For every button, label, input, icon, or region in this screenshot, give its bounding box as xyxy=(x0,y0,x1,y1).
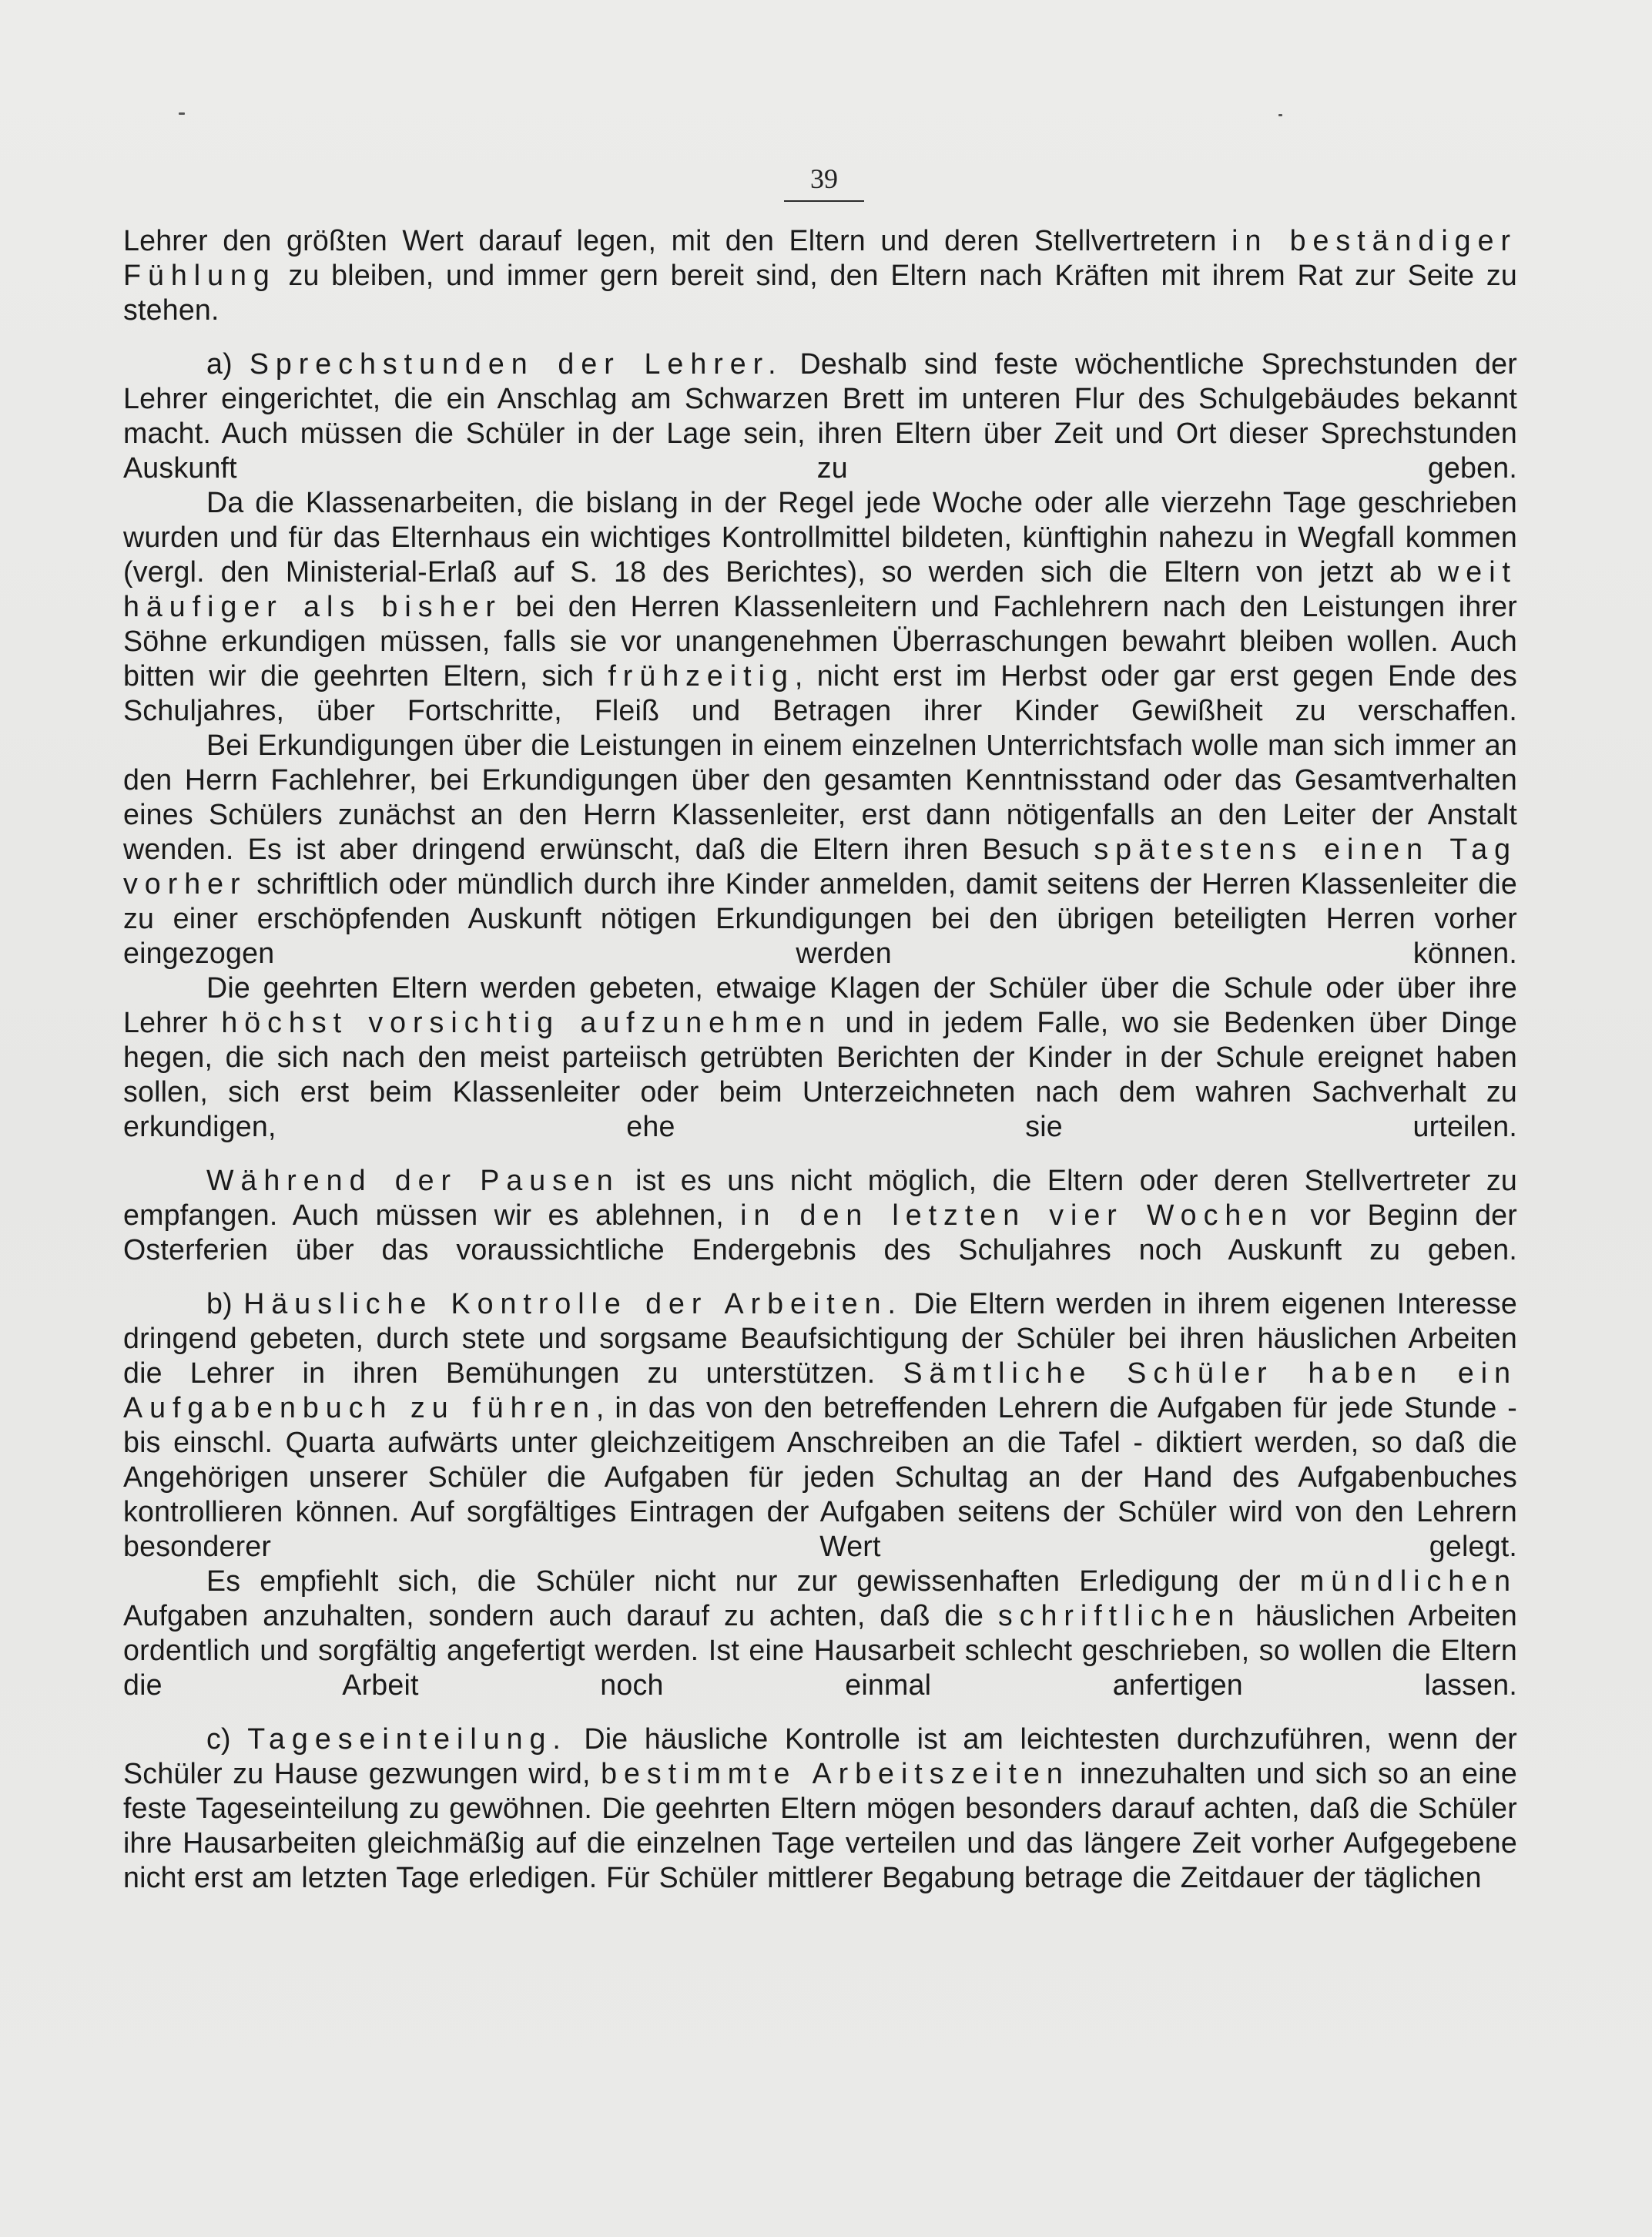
paragraph xyxy=(123,728,1517,971)
text-segment: schriftlich oder mündlich durch ihre Kinder anmelden, damit seitens der Herren Klassenleiter die zu einer erschöpfenden Auskunft nötigen Erkundigungen bei den übrigen beteiligten Herren vorher eingezogen werden können. xyxy=(123,867,1517,969)
spaced-emphasis-text: Sprechstunden der Lehrer. xyxy=(249,347,783,380)
text-segment: Lehrer den größten Wert darauf legen, mit den Eltern und deren Stellvertretern xyxy=(123,224,1232,257)
spaced-emphasis-text: in beständiger Fühlung xyxy=(123,224,1517,291)
paragraph xyxy=(123,1286,1517,1564)
text-segment: innezuhalten und sich so an eine feste Tageseinteilung zu gewöhnen. Die geehrten Eltern mögen besonders darauf achten, daß die Schüler ihre Hausarbeiten gleichmäßig auf die einzelnen Tage verteilen und das längere Zeit vorher Aufgegebene nicht erst am letzten Tage erledigen. Für Schüler mittlerer Begabung betrage die Zeitdauer der täglichen xyxy=(123,1757,1517,1893)
text-segment: , in das von den betreffenden Lehrern die Aufgaben für jede Stunde - bis einschl. Quarta aufwärts unter gleichzeitigem Anschreiben an die Tafel - diktiert werden, so daß die Angehörigen unserer Schüler die Aufgaben für jeden Schultag an der Hand des Aufgabenbuches kontrollieren können. Auf sorgfältiges Eintragen der Aufgaben seitens der Schüler wird von den Lehrern besonderer Wert gelegt. xyxy=(123,1391,1517,1562)
page-number: 39 xyxy=(810,163,838,194)
text-segment: zu bleiben, und immer gern bereit sind, den Eltern nach Kräften mit ihrem Rat zur Seite zu stehen. xyxy=(123,259,1517,326)
page-number-rule xyxy=(784,200,864,202)
paragraph xyxy=(123,485,1517,728)
spaced-emphasis-text: Während der Pausen xyxy=(206,1164,620,1196)
spaced-emphasis-text: Sämtliche Schüler haben ein Aufgabenbuch zu führen xyxy=(123,1357,1517,1424)
scan-speck xyxy=(1278,114,1282,116)
spaced-emphasis-text: spätestens einen Tag vorher xyxy=(123,833,1517,900)
spaced-emphasis-text: Tageseinteilung. xyxy=(247,1722,568,1755)
body-text xyxy=(123,223,1517,1895)
text-segment: und in jedem Falle, wo sie Bedenken über Dinge hegen, die sich nach den meist parteiisch getrübten Berichten der Kinder in der Schule ereignet haben sollen, sich erst beim Klassenleiter oder beim Unterzeichneten nach dem wahren Sachverhalt zu erkundigen, ehe sie urteilen. xyxy=(123,1006,1517,1142)
spaced-emphasis-text: mündlichen xyxy=(1299,1565,1517,1597)
spaced-emphasis-text: frühzeitig xyxy=(608,659,795,692)
text-segment: c) xyxy=(206,1722,248,1755)
spaced-emphasis-text: in den letzten vier Wochen xyxy=(740,1199,1295,1231)
text-segment: vor Beginn der Osterferien über das voraussichtliche Endergebnis des Schuljahres noch Auskunft zu geben. xyxy=(123,1199,1517,1266)
spaced-emphasis-text: Häusliche Kontrolle der Arbeiten. xyxy=(243,1287,903,1320)
paragraph xyxy=(123,223,1517,327)
paragraph xyxy=(123,971,1517,1144)
text-segment: Die Eltern werden in ihrem eigenen Interesse dringend gebeten, durch stete und sorgsame Beaufsichtigung der Schüler bei ihren häuslichen Arbeiten die Lehrer in ihren Bemühungen zu unterstützen. xyxy=(123,1287,1517,1389)
paragraph xyxy=(123,1564,1517,1702)
text-segment: Es empfiehlt sich, die Schüler nicht nur zur gewissenhaften Erledigung der xyxy=(206,1565,1300,1597)
text-segment: a) xyxy=(206,347,250,380)
text-segment: häuslichen Arbeiten ordentlich und sorgfältig angefertigt werden. Ist eine Hausarbeit schlecht geschrieben, so wollen die Eltern die Arbeit noch einmal anfertigen lassen. xyxy=(123,1599,1517,1701)
paragraph xyxy=(123,1722,1517,1895)
text-segment: Da die Klassenarbeiten, die bislang in der Regel jede Woche oder alle vierzehn Tage geschrieben wurden und für das Elternhaus ein wichtiges Kontrollmittel bildeten, künftighin nahezu in Wegfall kommen (vergl. den Ministerial-Erlaß auf S. 18 des Berichtes), so werden sich die Eltern von jetzt ab xyxy=(123,486,1517,588)
spaced-emphasis-text: schriftlichen xyxy=(997,1599,1242,1632)
text-segment: Aufgaben anzuhalten, sondern auch darauf zu achten, daß die xyxy=(123,1599,998,1632)
scan-speck xyxy=(179,112,185,115)
text-segment: ist es uns nicht möglich, die Eltern oder deren Stellvertreter zu empfangen. Auch müssen wir es ablehnen, xyxy=(123,1164,1517,1231)
text-segment: Bei Erkundigungen über die Leistungen in einem einzelnen Unterrichtsfach wolle man sich immer an den Herrn Fachlehrer, bei Erkundigungen über den gesamten Kenntnisstand oder das Gesamtverhalten eines Schülers zunächst an den Herrn Klassenleiter, erst dann nötigenfalls an den Leiter der Anstalt wenden. Es ist aber dringend erwünscht, daß die Eltern ihren Besuch xyxy=(123,729,1517,865)
text-segment: , nicht erst im Herbst oder gar erst gegen Ende des Schuljahres, über Fortschritte, Fleiß und Betragen ihrer Kinder Gewißheit zu verschaffen. xyxy=(123,659,1518,726)
text-segment: Die häusliche Kontrolle ist am leichtesten durchzuführen, wenn der Schüler zu Hause gezwungen wird, xyxy=(123,1722,1518,1789)
text-segment: Die geehrten Eltern werden gebeten, etwaige Klagen der Schüler über die Schule oder über ihre Lehrer xyxy=(123,971,1517,1038)
spaced-emphasis-text: höchst vorsichtig aufzunehmen xyxy=(221,1006,833,1038)
spaced-emphasis-text: bestimmte Arbeitszeiten xyxy=(601,1757,1070,1789)
spaced-emphasis-text: weit häufiger als bisher xyxy=(123,555,1517,622)
text-segment: bei den Herren Klassenleitern und Fachlehrern nach den Leistungen ihrer Söhne erkundigen müssen, falls sie vor unangenehmen Überraschungen bewahrt bleiben wollen. Auch bitten wir die geehrten Eltern, sich xyxy=(123,590,1517,692)
paragraph xyxy=(123,347,1517,485)
text-segment: Deshalb sind feste wöchentliche Sprechstunden der Lehrer eingerichtet, die ein Anschlag am Schwarzen Brett im unteren Flur des Schulgebäudes bekannt macht. Auch müssen die Schüler in der Lage sein, ihren Eltern über Zeit und Ort dieser Sprechstunden Auskunft zu geben. xyxy=(123,347,1517,484)
paragraph xyxy=(123,1163,1517,1267)
text-segment: b) xyxy=(206,1287,244,1320)
